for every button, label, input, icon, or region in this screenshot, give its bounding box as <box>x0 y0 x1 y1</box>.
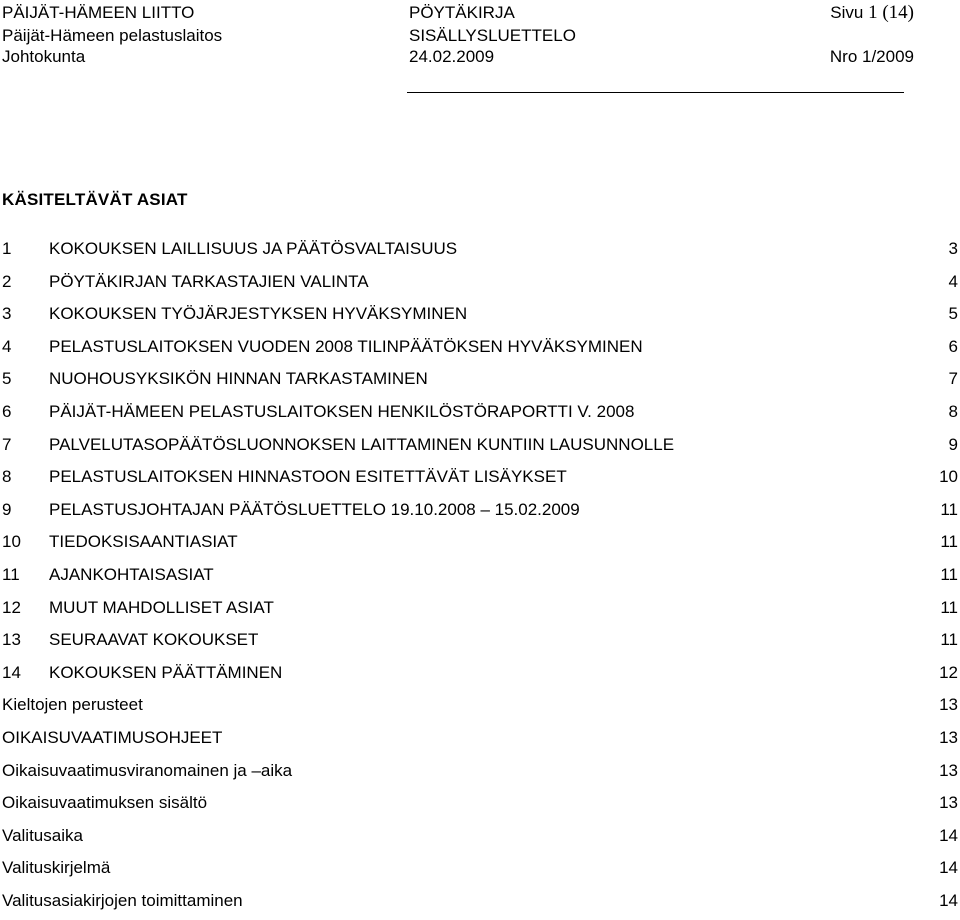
toc-entry-page: 6 <box>948 336 958 356</box>
toc-entry-number: 4 <box>2 336 12 356</box>
toc-entry-page: 3 <box>948 239 958 258</box>
section-title: KÄSITELTÄVÄT ASIAT <box>2 190 188 209</box>
toc-entry-title: PÖYTÄKIRJAN TARKASTAJIEN VALINTA <box>49 271 369 291</box>
toc-entry-title: PÄIJÄT-HÄMEEN PELASTUSLAITOKSEN HENKILÖSTÖRAPORTTI V. 2008 <box>49 401 635 421</box>
toc-entry[interactable] <box>0 755 960 788</box>
toc-entry-page: 11 <box>940 499 958 519</box>
toc-entry-number: 1 <box>2 239 12 258</box>
toc-entry-title: PALVELUTASOPÄÄTÖSLUONNOKSEN LAITTAMINEN KUNTIIN LAUSUNNOLLE <box>49 434 675 454</box>
toc-entry-number: 7 <box>2 434 12 454</box>
toc-entry-page: 13 <box>939 793 958 813</box>
toc-entry-number: 5 <box>2 369 12 389</box>
toc-entry-number: 8 <box>2 467 12 487</box>
header-row-2 <box>2 25 914 47</box>
toc-entry-page: 12 <box>939 662 958 682</box>
toc-entry[interactable] <box>0 820 960 853</box>
toc-entry[interactable] <box>0 494 960 527</box>
toc-entry-page: 5 <box>948 304 958 324</box>
toc-entry-number: 2 <box>2 271 12 291</box>
toc-entry-page: 14 <box>939 858 958 878</box>
toc-entry[interactable] <box>0 363 960 396</box>
document-subtitle: SISÄLLYSLUETTELO <box>409 26 576 45</box>
toc-entry-title: OIKAISUVAATIMUSOHJEET <box>2 727 223 747</box>
toc-entry-title: TIEDOKSISAANTIASIAT <box>49 532 238 552</box>
toc-entry-title: SEURAAVAT KOKOUKSET <box>49 630 259 650</box>
toc-entry-page: 4 <box>948 271 958 291</box>
table-of-contents <box>0 233 960 917</box>
toc-entry[interactable] <box>0 592 960 625</box>
toc-entry-number: 14 <box>2 662 21 682</box>
toc-entry-page: 11 <box>940 532 958 552</box>
meeting-date: 24.02.2009 <box>409 47 495 66</box>
toc-entry[interactable] <box>0 657 960 690</box>
governing-body: Johtokunta <box>2 47 86 66</box>
toc-entry-title: KOKOUKSEN PÄÄTTÄMINEN <box>49 662 283 682</box>
document-header <box>2 0 914 84</box>
toc-entry-page: 14 <box>939 890 958 910</box>
document-type: PÖYTÄKIRJA <box>409 3 515 22</box>
toc-entry-number: 9 <box>2 499 12 519</box>
page-label: Sivu <box>830 3 864 22</box>
header-divider <box>407 92 904 93</box>
header-row-1 <box>2 2 914 24</box>
toc-entry-title: Valitusaika <box>2 825 83 845</box>
toc-entry-page: 13 <box>939 695 958 715</box>
header-row-3 <box>2 46 914 68</box>
toc-entry-title: Valitusasiakirjojen toimittaminen <box>2 890 243 910</box>
toc-entry[interactable] <box>0 559 960 592</box>
minutes-number: Nro 1/2009 <box>829 47 914 66</box>
toc-entry-title: PELASTUSLAITOKSEN VUODEN 2008 TILINPÄÄTÖKSEN HYVÄKSYMINEN <box>49 336 643 356</box>
toc-entry-title: AJANKOHTAISASIAT <box>49 564 214 584</box>
toc-entry-page: 7 <box>948 369 958 389</box>
toc-entry-page: 8 <box>948 401 958 421</box>
toc-entry[interactable] <box>0 331 960 364</box>
page-indicator <box>830 2 914 24</box>
toc-entry-number: 3 <box>2 304 12 324</box>
toc-entry-page: 13 <box>939 727 958 747</box>
toc-entry-title: MUUT MAHDOLLISET ASIAT <box>49 597 274 617</box>
toc-entry-number: 6 <box>2 401 12 421</box>
toc-entry-page: 10 <box>939 467 958 487</box>
toc-entry-number: 12 <box>2 597 21 617</box>
toc-entry[interactable] <box>0 624 960 657</box>
toc-entry[interactable] <box>0 787 960 820</box>
toc-entry-title: PELASTUSJOHTAJAN PÄÄTÖSLUETTELO 19.10.2008 – 15.02.2009 <box>49 499 580 519</box>
toc-entry-title: Valituskirjelmä <box>2 858 111 878</box>
toc-entry-number: 11 <box>2 564 20 584</box>
toc-entry-number: 10 <box>2 532 21 552</box>
toc-entry-number: 13 <box>2 630 21 650</box>
organization-name: PÄIJÄT-HÄMEEN LIITTO <box>2 3 195 22</box>
toc-entry-title: KOKOUKSEN TYÖJÄRJESTYKSEN HYVÄKSYMINEN <box>49 304 468 324</box>
toc-entry[interactable] <box>0 722 960 755</box>
toc-entry-title: Oikaisuvaatimusviranomainen ja –aika <box>2 760 293 780</box>
toc-entry[interactable] <box>0 233 960 266</box>
toc-entry[interactable] <box>0 852 960 885</box>
toc-entry-title: KOKOUKSEN LAILLISUUS JA PÄÄTÖSVALTAISUUS <box>49 239 458 258</box>
toc-entry[interactable] <box>0 885 960 918</box>
toc-entry[interactable] <box>0 689 960 722</box>
toc-entry-page: 9 <box>948 434 958 454</box>
toc-entry[interactable] <box>0 526 960 559</box>
toc-entry[interactable] <box>0 266 960 299</box>
toc-entry-page: 13 <box>939 760 958 780</box>
toc-entry-title: Oikaisuvaatimuksen sisältö <box>2 793 208 813</box>
department-name: Päijät-Hämeen pelastuslaitos <box>2 26 223 45</box>
toc-entry[interactable] <box>0 298 960 331</box>
toc-entry-page: 14 <box>939 825 958 845</box>
toc-entry[interactable] <box>0 396 960 429</box>
toc-entry-page: 11 <box>940 564 958 584</box>
toc-entry[interactable] <box>0 461 960 494</box>
toc-entry-page: 11 <box>940 630 958 650</box>
toc-entry-title: NUOHOUSYKSIKÖN HINNAN TARKASTAMINEN <box>49 369 428 389</box>
toc-entry-page: 11 <box>940 597 958 617</box>
toc-entry[interactable] <box>0 429 960 462</box>
toc-entry-title: PELASTUSLAITOKSEN HINNASTOON ESITETTÄVÄT LISÄYKSET <box>49 467 567 487</box>
page-number: 1 (14) <box>868 2 914 23</box>
toc-entry-title: Kieltojen perusteet <box>2 695 143 715</box>
